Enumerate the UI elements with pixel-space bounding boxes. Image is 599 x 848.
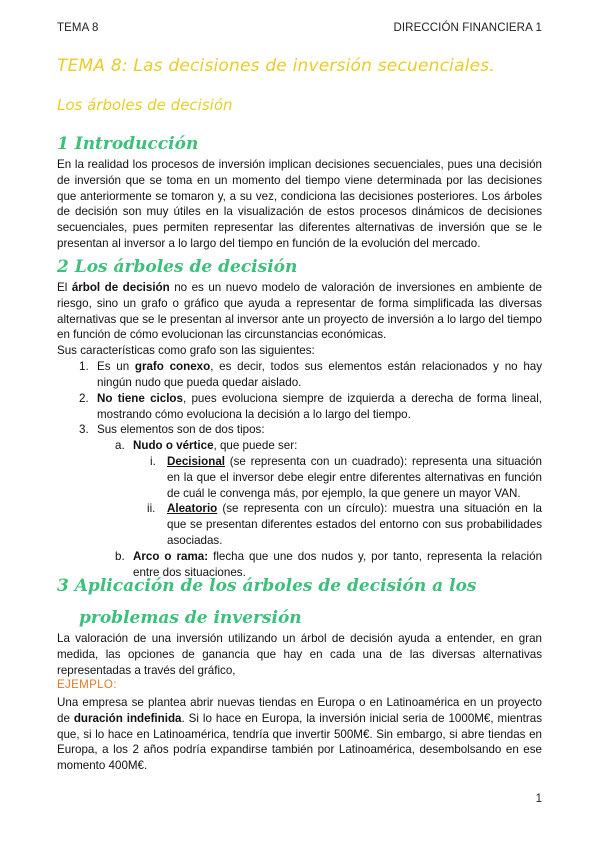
list-item-elementos: Sus elementos son de dos tipos: — [97, 423, 265, 436]
intro-paragraph: En la realidad los procesos de inversión implican decisiones secuenciales, pues una decisión de inversión que se toma en un momento del tiempo viene determinada por las decisiones que anteriormente se tomaron y, a su vez, condiciona las decisiones posteriores. Los árboles de decisión son muy útiles en la visualización de estos procesos dinámicos de decisiones secuenciales, pues permiten representar las diferentes alternativas de inversión que se le presentan al inversor a lo largo del tiempo en función de la evolución del mercado. — [57, 158, 542, 250]
example-paragraph: Una empresa se plantea abrir nuevas tiendas en Europa o en Latinoamérica en un proyecto de duración indefinida. Si lo hace en Europa, la inversión inicial seria de 1000M€, mientras que, si lo hace en Latinoamérica, tendría que invertir 500M€. Sin embargo, si abre tiendas en Europa, a los 2 años podría expandirse también por Latinoamérica, desembolsando en ese momento 400M€. — [57, 696, 542, 773]
header-right: DIRECCIÓN FINANCIERA 1 — [393, 22, 542, 34]
sublist-item-arco: Arco o rama: flecha que une dos nudos y, por tanto, representa la relación entre dos situaciones. — [133, 550, 543, 579]
subsublist-item-aleatorio: Aleatorio (se representa con un círculo): muestra una situación en la que se presentan diferentes estados del entorno con sus probabilidades asociadas. — [167, 502, 542, 547]
sublist-letter-a: a. — [115, 439, 125, 452]
subsublist-roman-ii: ii. — [147, 502, 156, 515]
header-left: TEMA 8 — [57, 22, 99, 34]
section-heading-arboles: 2 Los árboles de decisión — [57, 257, 298, 277]
subsublist-roman-i: i. — [150, 455, 156, 468]
sublist-letter-b: b. — [115, 550, 125, 563]
sublist-item-nudo: Nudo o vértice, que puede ser: — [133, 439, 298, 452]
list-number-3: 3. — [79, 423, 89, 436]
list-item-grafo-conexo: Es un grafo conexo, es decir, todos sus elementos están relacionados y no hay ningún nudo que pueda quedar aislado. — [97, 360, 543, 389]
aplicacion-paragraph: La valoración de una inversión utilizando un árbol de decisión ayuda a entender, en gran medida, las opciones de ganancia que hay en cada una de las diversas alternativas representadas a través del gráfico, — [57, 632, 542, 677]
list-number-2: 2. — [79, 392, 89, 405]
document-title-line1: TEMA 8: Las decisiones de inversión secuenciales. — [57, 56, 495, 76]
subsublist-item-decisional: Decisional (se representa con un cuadrado): representa una situación en la que el inversor debe elegir entre diferentes alternativas en función de cuál le convenga más, por ejemplo, la que genere un mayor VAN. — [167, 455, 542, 500]
characteristics-intro: Sus características como grafo son las siguientes: — [57, 344, 315, 357]
section-heading-aplicacion-line1: 3 Aplicación de los árboles de decisión a los — [57, 576, 477, 596]
arboles-paragraph: El árbol de decisión no es un nuevo modelo de valoración de inversiones en ambiente de riesgo, sino un grafo o gráfico que ayuda a representar de forma simplificada las diversas alternativas que se le presentan al inversor ante un proyecto de inversión a lo largo del tiempo en función de cómo evolucionan las circunstancias económicas. — [57, 281, 542, 342]
section-heading-aplicacion-line2: problemas de inversión — [79, 608, 302, 628]
document-title-line2: Los árboles de decisión — [57, 96, 233, 114]
section-heading-introduccion: 1 Introducción — [57, 134, 199, 154]
page-number: 1 — [535, 793, 542, 805]
list-item-no-ciclos: No tiene ciclos, pues evoluciona siempre de izquierda a derecha de forma lineal, mostrando cómo evoluciona la decisión a lo largo del tiempo. — [97, 392, 542, 421]
list-number-1: 1. — [79, 360, 89, 373]
example-label: EJEMPLO: — [57, 678, 117, 691]
